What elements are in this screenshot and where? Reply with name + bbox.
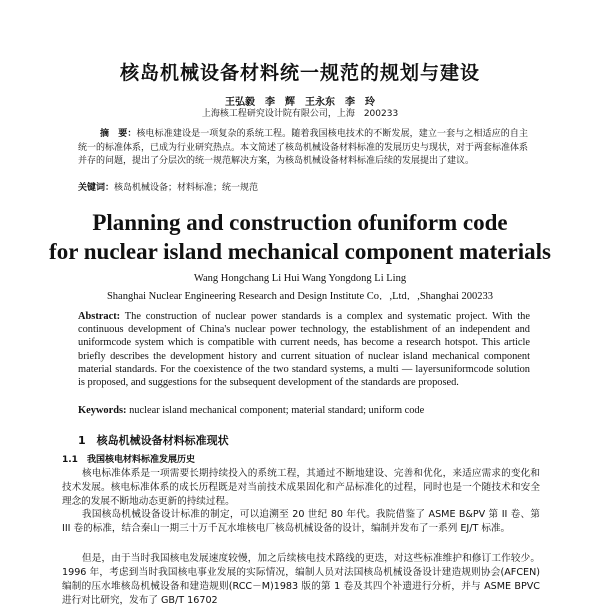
keywords-en-text: nuclear island mechanical component; material standard; uniform code	[126, 405, 425, 416]
paper-title-cn: 核岛机械设备材料统一规范的规划与建设	[119, 62, 480, 84]
body-paragraph-3: 但是，由于当时我国核电发展速度较慢，加之后续核电技术路线的更迭，对这些标准维护和修订工作较少。1996 年，考虑到当时我国核电事业发展的实际情况，编制人员对法国核岛机械设备设计建造规则协会(AFCEN)编制的压水堆核岛机械设备和建造规则(RCC－M)1983 版的第 1 卷及其四个补遗进行分析，并与 ASME BPVC 进行对比研究，发布了 GB/T 16702	[62, 553, 540, 606]
abstract-en	[78, 310, 530, 389]
keywords-cn-label: 关键词：	[78, 183, 115, 193]
paper-title-en	[0, 208, 600, 266]
body-paragraph-2: 我国核岛机械设备设计标准的制定，可以追溯至 20 世纪 80 年代。我院借鉴了 ASME B&PV 第 II 卷、第 III 卷的标准，结合秦山一期三十万千瓦水堆核电厂核岛机械设备的设计，编制并发布了一系列 EJ/T 标准。	[62, 509, 540, 534]
keywords-cn-text: 核岛机械设备；材料标准；统一规范	[114, 183, 259, 193]
subsection-heading: 1.1 我国核电材料标准发展历史	[62, 455, 195, 465]
abstract-cn-label: 摘 要：	[100, 129, 137, 139]
paper-title-en-line1: Planning and construction ofuniform code	[92, 210, 508, 235]
section-heading: 1 核岛机械设备材料标准现状	[78, 434, 229, 447]
keywords-cn	[78, 182, 528, 195]
abstract-cn-text: 核电标准建设是一项复杂的系统工程。随着我国核电技术的不断发展，建立一套与之相适应的自主统一的标准体系，已成为行业研究热点。本文简述了核岛机械设备材料标准的发展历史与现状，对于两套标准体系并存的问题，提出了分层次的统一规范解决方案，为核岛机械设备材料标准后续的发展提出了建议。	[78, 129, 529, 166]
abstract-en-label: Abstract:	[78, 311, 121, 322]
authors-cn: 王弘毅 李 辉 王永东 李 玲	[225, 97, 375, 108]
affiliation-cn: 上海核工程研究设计院有限公司，上海 200233	[201, 109, 399, 119]
keywords-en	[78, 404, 530, 417]
body-paragraph-1: 核电标准体系是一项需要长期持续投入的系统工程，其通过不断地建设、完善和优化，来适应需求的变化和技术发展。核电标准体系的成长历程既是对当前技术成果固化和产品标准化的过程，同时也是一个随技术和安全理念的发展不断地动态更新的持续过程。	[62, 468, 540, 507]
keywords-en-label: Keywords:	[78, 405, 127, 416]
affiliation-en: Shanghai Nuclear Engineering Research and Design Institute Co．,Ltd．,Shanghai 200233	[106, 291, 494, 302]
authors-en: Wang Hongchang Li Hui Wang Yongdong Li Ling	[193, 273, 407, 284]
paper-title-en-line2: for nuclear island mechanical component materials	[49, 239, 551, 264]
abstract-en-text: The construction of nuclear power standards is a complex and systematic project. With the continuous development of China's nuclear power technology, the establishment of an independent and uniformcode system which is compatible with current needs, has become a research hotspot. This article briefly describes the development history and current situation of nuclear island mechanical component material standards. For the coexistence of the two standard systems, a multi — layersuniformcode solution is proposed, and suggestions for the subsequent development of the standards are proposed.	[78, 311, 530, 389]
abstract-cn	[78, 128, 528, 169]
